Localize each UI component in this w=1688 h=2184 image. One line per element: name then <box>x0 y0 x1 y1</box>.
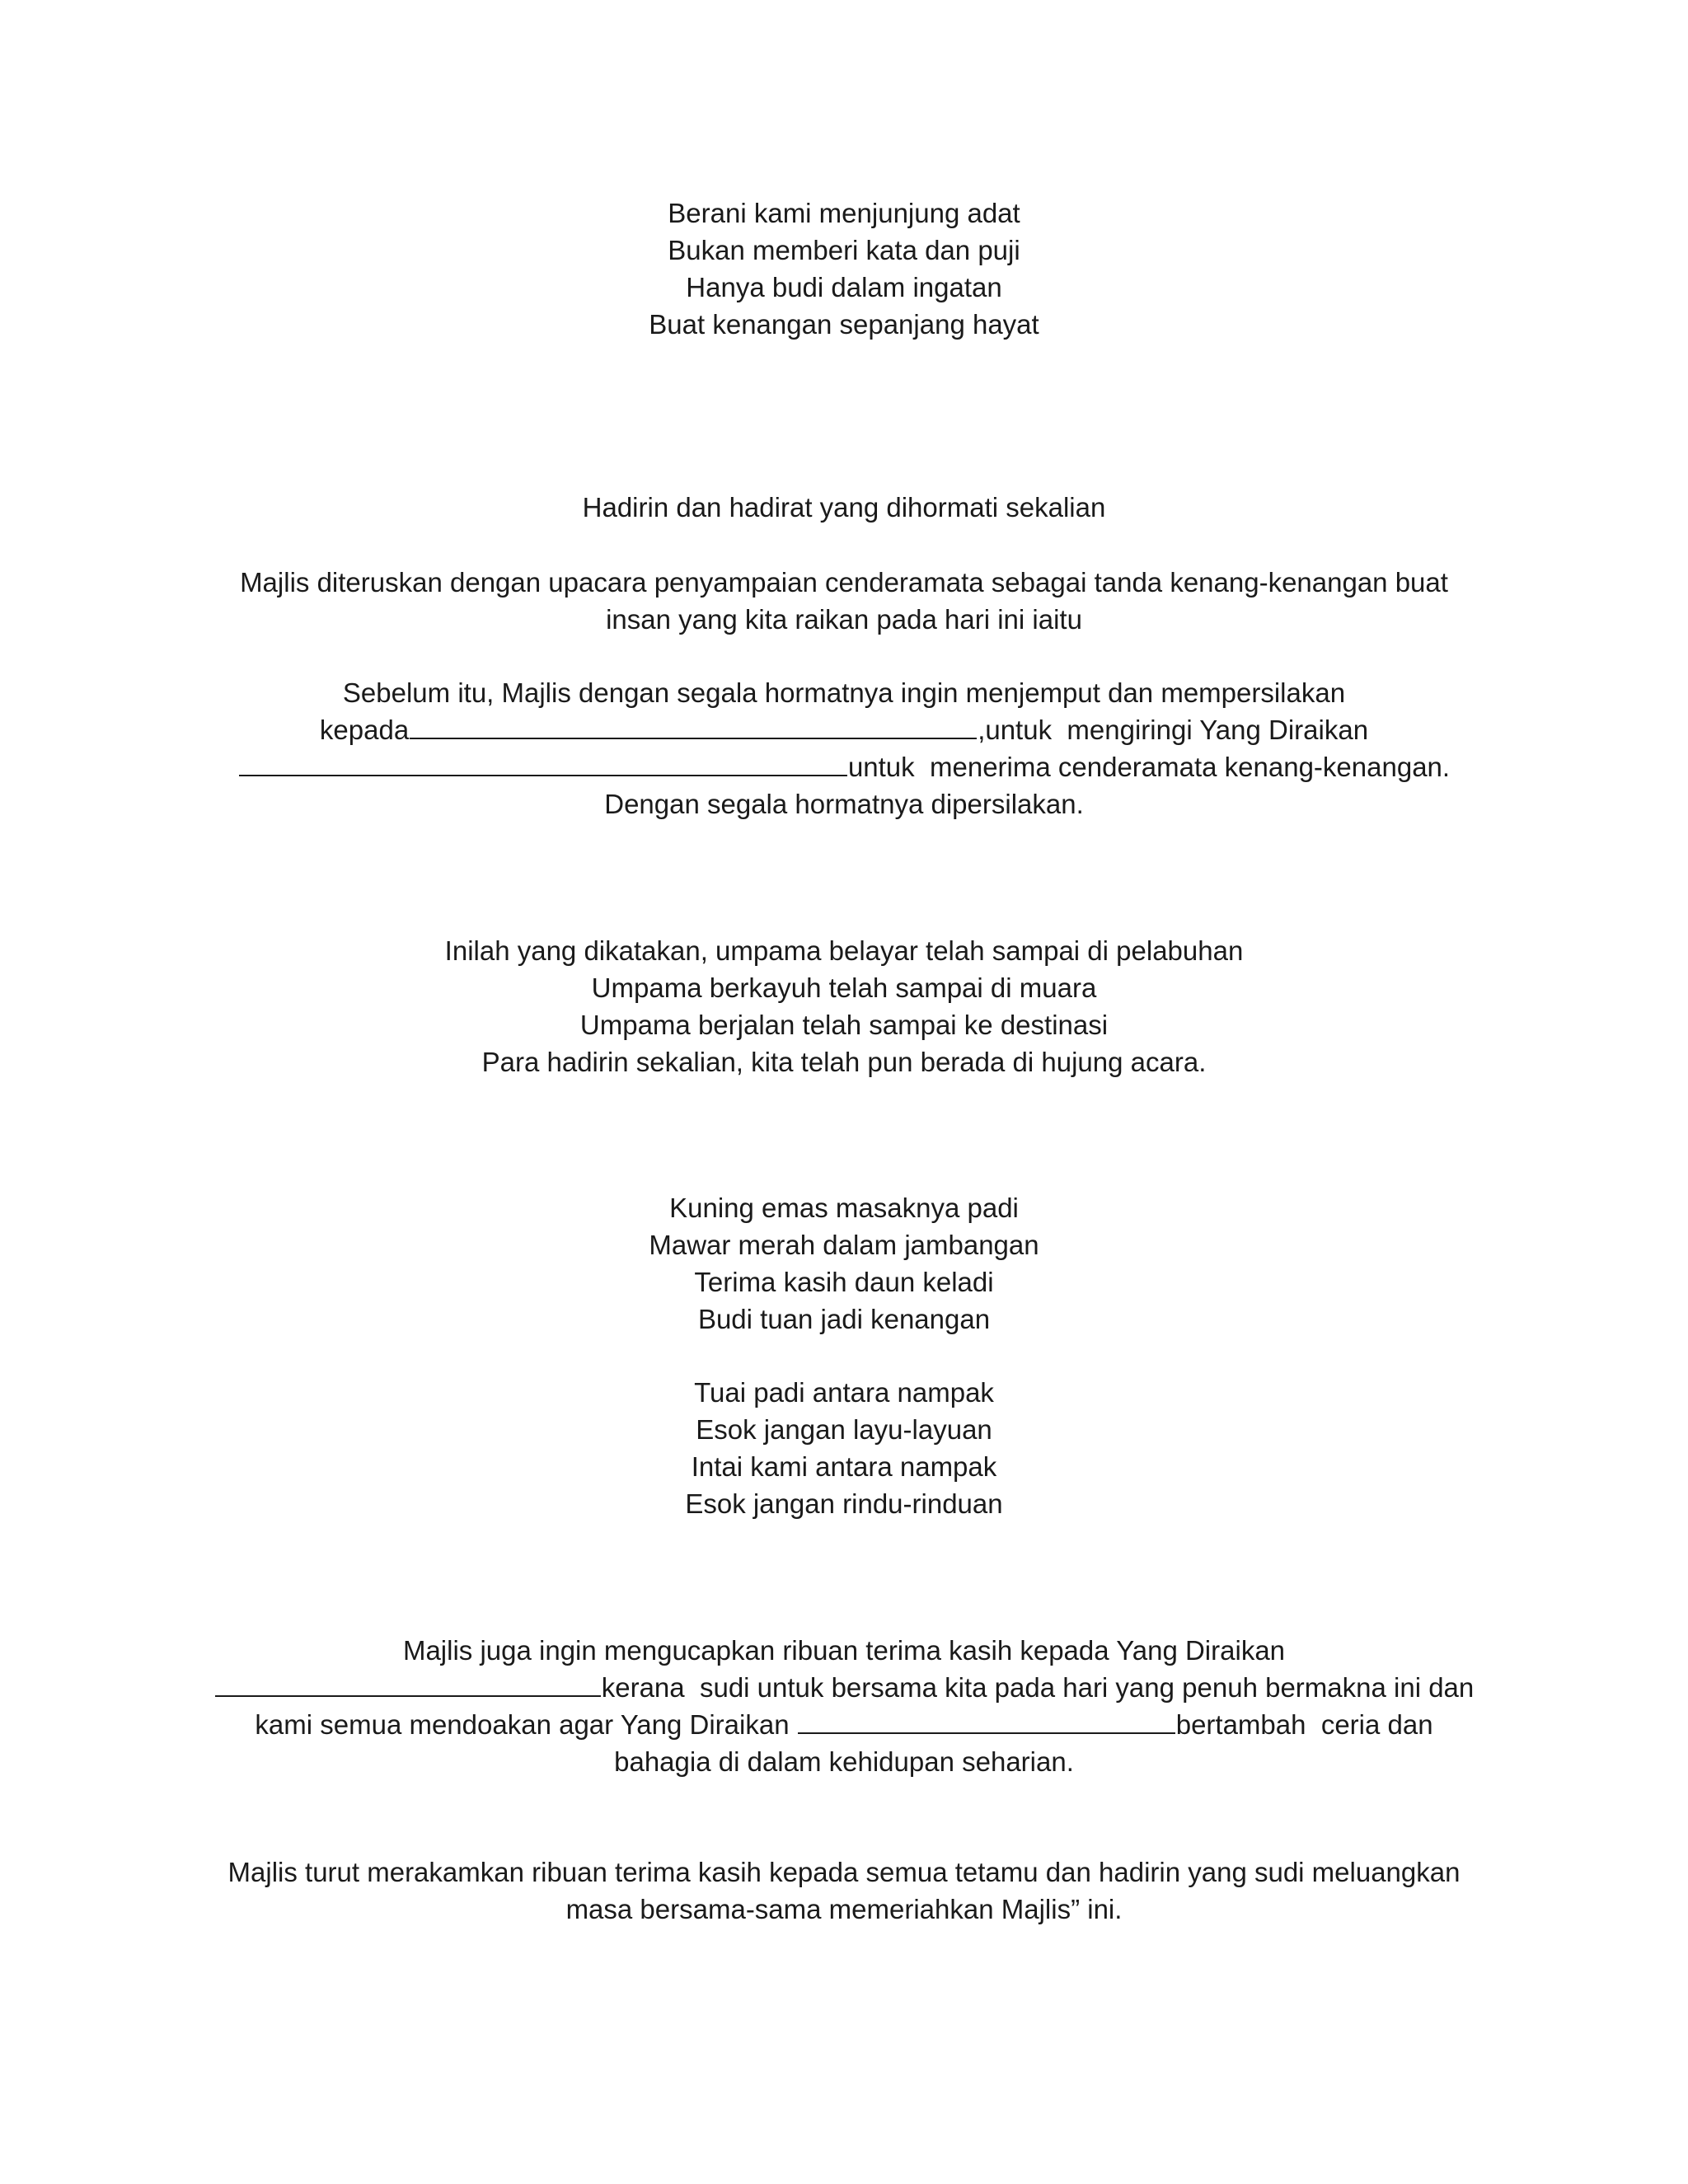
paragraph-line: Umpama berkayuh telah sampai di muara <box>591 972 1097 1003</box>
paragraph-line: Umpama berjalan telah sampai ke destinasi <box>579 1010 1109 1040</box>
pantun-closing-1 <box>0 1189 1688 1338</box>
paragraph-line: Sebelum itu, Majlis dengan segala hormatnya ingin menjemput dan mempersilakan <box>342 677 1346 708</box>
paragraph-line <box>0 1669 1688 1706</box>
pantun-line: Intai kami antara nampak <box>691 1451 997 1482</box>
pantun-line: Bukan memberi kata dan puji <box>668 235 1020 265</box>
paragraph-line <box>0 1706 1688 1743</box>
line-text: untuk menerima cenderamata kenang-kenangan. <box>847 752 1451 782</box>
name-blank <box>410 713 977 739</box>
line-text: kerana sudi untuk bersama kita pada hari yang penuh bermakna ini dan <box>601 1672 1475 1703</box>
pantun-line: Terima kasih daun keladi <box>694 1267 994 1297</box>
name-blank <box>239 750 847 776</box>
greeting-line: Hadirin dan hadirat yang dihormati sekalian <box>582 492 1106 523</box>
pantun-line: Mawar merah dalam jambangan <box>649 1230 1039 1260</box>
closing-metaphor <box>0 932 1688 1080</box>
line-text: kami semua mendoakan agar Yang Diraikan <box>255 1709 797 1740</box>
pantun-line: Berani kami menjunjung adat <box>668 198 1020 228</box>
pantun-line: Tuai padi antara nampak <box>694 1377 994 1408</box>
paragraph-line: bahagia di dalam kehidupan seharian. <box>614 1746 1074 1777</box>
paragraph-line <box>0 711 1688 748</box>
thanks-honoree <box>0 1632 1688 1780</box>
pantun-line: Budi tuan jadi kenangan <box>697 1304 991 1334</box>
pantun-line: Hanya budi dalam ingatan <box>686 272 1002 302</box>
line-text: ,untuk mengiringi Yang Diraikan <box>978 715 1369 745</box>
line-text: kepada <box>319 715 410 745</box>
paragraph-line: Majlis diteruskan dengan upacara penyampaian cenderamata sebagai tanda kenang-kenangan buat <box>240 567 1448 598</box>
paragraph-line <box>0 748 1688 785</box>
pantun-line: Esok jangan rindu-rinduan <box>685 1488 1003 1519</box>
paragraph-line: Para hadirin sekalian, kita telah pun berada di hujung acara. <box>481 1047 1207 1077</box>
name-blank <box>215 1671 601 1697</box>
pantun-closing-2 <box>0 1374 1688 1522</box>
greeting <box>0 489 1688 526</box>
name-blank <box>798 1708 1175 1734</box>
paragraph-line: Majlis juga ingin mengucapkan ribuan terima kasih kepada Yang Diraikan <box>402 1635 1286 1666</box>
invitation-paragraph <box>0 674 1688 823</box>
thanks-guests <box>0 1854 1688 1928</box>
paragraph-line: Dengan segala hormatnya dipersilakan. <box>604 789 1084 819</box>
pantun-line: Kuning emas masaknya padi <box>669 1193 1019 1223</box>
ceremony-intro <box>0 564 1688 638</box>
paragraph-line: Inilah yang dikatakan, umpama belayar telah sampai di pelabuhan <box>444 935 1244 966</box>
pantun-opening <box>0 194 1688 343</box>
line-text: bertambah ceria dan <box>1175 1709 1433 1740</box>
paragraph-line: masa bersama-sama memeriahkan Majlis” ini. <box>565 1894 1123 1924</box>
paragraph-line: insan yang kita raikan pada hari ini iaitu <box>606 604 1082 635</box>
pantun-line: Esok jangan layu-layuan <box>696 1414 992 1445</box>
pantun-line: Buat kenangan sepanjang hayat <box>649 309 1039 340</box>
paragraph-line: Majlis turut merakamkan ribuan terima kasih kepada semua tetamu dan hadirin yang sudi meluangkan <box>227 1857 1461 1887</box>
